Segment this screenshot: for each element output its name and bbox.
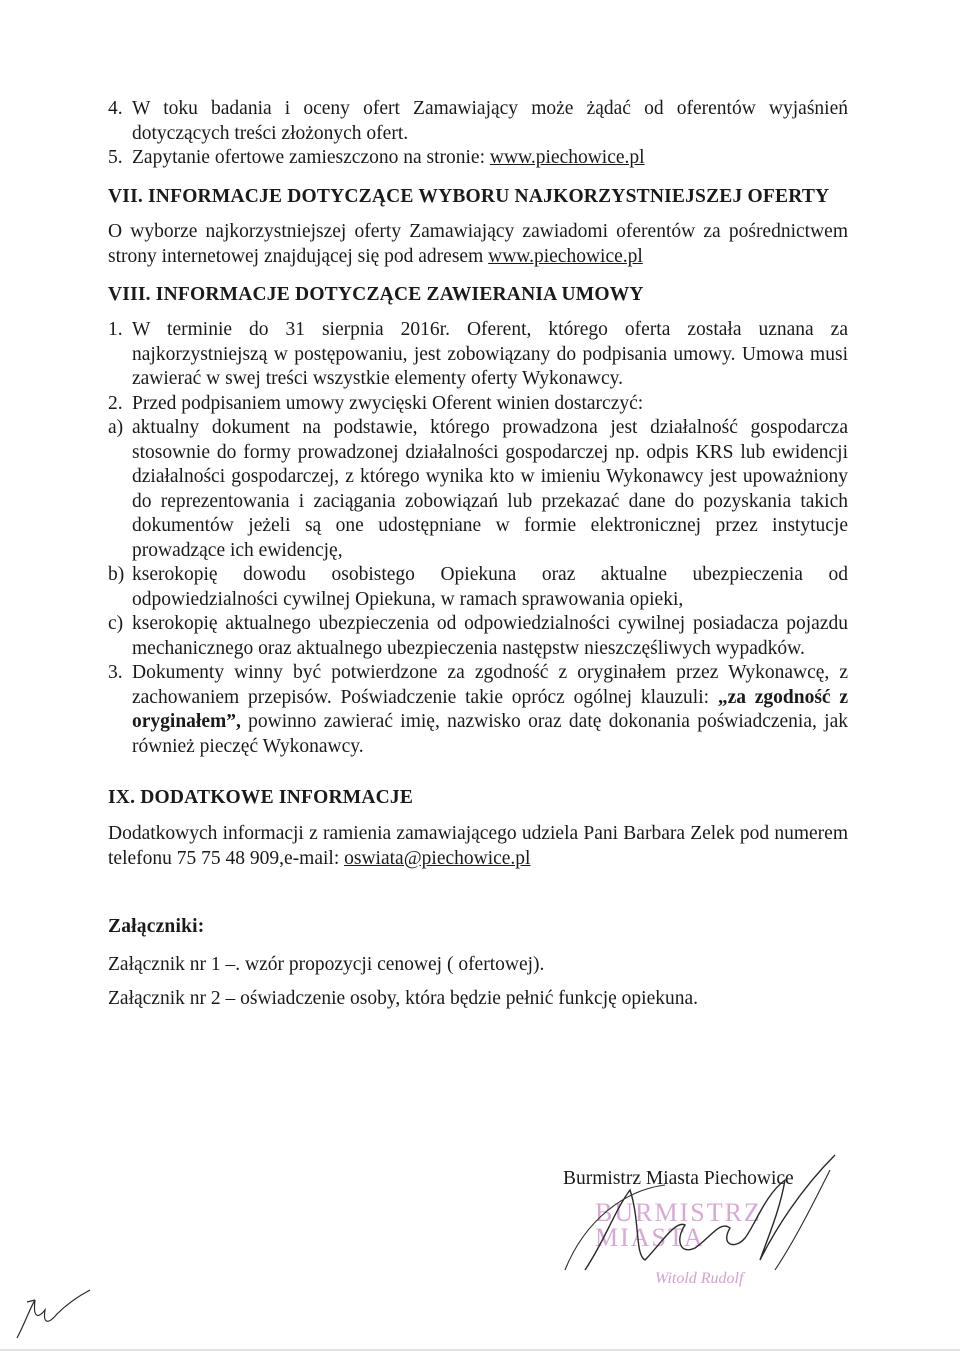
attachment-2 (108, 987, 848, 1012)
list-item-3 (108, 661, 848, 759)
attachment-item: Załącznik nr 1 –. wzór propozycji cenowej ( ofertowej). (108, 954, 545, 975)
signature-block (545, 1150, 845, 1290)
item-number: 5. (108, 147, 123, 168)
section-ix (108, 786, 848, 810)
initials-mark (5, 1288, 95, 1348)
handwritten-signature (545, 1150, 845, 1290)
stamp-name: Witold Rudolf (655, 1270, 744, 1287)
section-text: O wyborze najkorzystniejszej oferty Zamawiający zawiadomi oferentów za pośrednictwem strony internetowej znajdującej się pod adresem www.piechowice.pl (108, 221, 848, 267)
section-text: Dodatkowych informacji z ramienia zamawiającego udziela Pani Barbara Zelek pod numerem telefonu 75 75 48 909,e-mail: oswiata@piechowice.pl (108, 823, 848, 869)
item-text: kserokopię dowodu osobistego Opiekuna oraz aktualne ubezpieczenia od odpowiedzialności cywilnej Opiekuna, w ramach sprawowania opieki, (132, 564, 848, 610)
item-marker: c) (108, 613, 124, 634)
official-stamp: BURMISTRZ MIASTA (595, 1198, 762, 1252)
list-item-4 (108, 97, 848, 146)
item-text: Zapytanie ofertowe zamieszczono na stronie: www.piechowice.pl (132, 147, 645, 168)
item-number: 4. (108, 98, 123, 119)
signatory-title: Burmistrz Miasta Piechowice (563, 1168, 794, 1189)
item-number: 3. (108, 662, 123, 683)
website-link[interactable]: www.piechowice.pl (489, 147, 645, 168)
section-vii-body (108, 220, 848, 269)
item-text: aktualny dokument na podstawie, którego prowadzona jest działalność gospodarcza stosownie do formy prowadzonej działalności gospodarczej np. odpis KRS lub ewidencji działalności gospodarczej, z którego wynika kto w imieniu Wykonawcy jest upoważniony do reprezentowania i zaciągania zobowiązań lub przekazać dane do pozyskania takich dokumentów jeżeli są one udostępniane w formie elektronicznej przez instytucje prowadzące ich ewidencję, (132, 417, 848, 561)
item-text: Przed podpisaniem umowy zwycięski Oferent winien dostarczyć: (132, 392, 644, 414)
item-number: 2. (108, 392, 123, 414)
item-marker: a) (108, 417, 124, 438)
attachment-item: Załącznik nr 2 – oświadczenie osoby, która będzie pełnić funkcję opiekuna. (108, 988, 699, 1009)
item-text: W toku badania i oceny ofert Zamawiający może żądać od oferentów wyjaśnień dotyczących treści złożonych ofert. (132, 98, 848, 144)
item-number: 1. (108, 319, 123, 340)
sub-item-b (108, 563, 848, 612)
attachments-heading (108, 915, 848, 939)
list-item-2 (108, 392, 848, 417)
attachments-title: Załączniki: (108, 916, 205, 937)
section-viii (108, 283, 848, 307)
item-text: W terminie do 31 sierpnia 2016r. Oferent, którego oferta została uznana za najkorzystniejszą w postępowaniu, jest zobowiązany do podpisania umowy. Umowa musi zawierać w swej treści wszystkie elementy oferty Wykonawcy. (132, 319, 848, 389)
section-vii (108, 185, 848, 209)
email-link[interactable]: oswiata@piechowice.pl (344, 847, 531, 869)
section-heading: VII. INFORMACJE DOTYCZĄCE WYBORU NAJKORZYSTNIEJSZEJ OFERTY (108, 186, 830, 207)
section-heading: VIII. INFORMACJE DOTYCZĄCE ZAWIERANIA UMOWY (108, 284, 644, 305)
list-item-5 (108, 146, 848, 171)
section-viii-body (108, 318, 848, 759)
item-text: kserokopię aktualnego ubezpieczenia od odpowiedzialności cywilnej posiadacza pojazdu mechanicznego oraz aktualnego ubezpieczenia następstw nieszczęśliwych wypadków. (132, 613, 848, 659)
section-heading: IX. DODATKOWE INFORMACJE (108, 787, 414, 808)
section-ix-body (108, 822, 848, 871)
sub-item-a (108, 416, 848, 563)
page-edge (0, 1349, 960, 1351)
item-text: Dokumenty winny być potwierdzone za zgodność z oryginałem przez Wykonawcę, z zachowaniem przepisów. Poświadczenie takie oprócz ogólnej klauzuli: „za zgodność z oryginałem”, powinno zawierać imię, nazwisko oraz datę dokonania poświadczenia, jak również pieczęć Wykonawcy. (132, 662, 848, 757)
item-marker: b) (108, 564, 125, 585)
attachment-1 (108, 953, 848, 978)
website-link[interactable]: www.piechowice.pl (488, 245, 643, 267)
sub-item-c (108, 612, 848, 661)
top-items (108, 97, 848, 171)
certification-clause: „za zgodność z oryginałem”, (132, 686, 848, 732)
list-item-1 (108, 318, 848, 392)
